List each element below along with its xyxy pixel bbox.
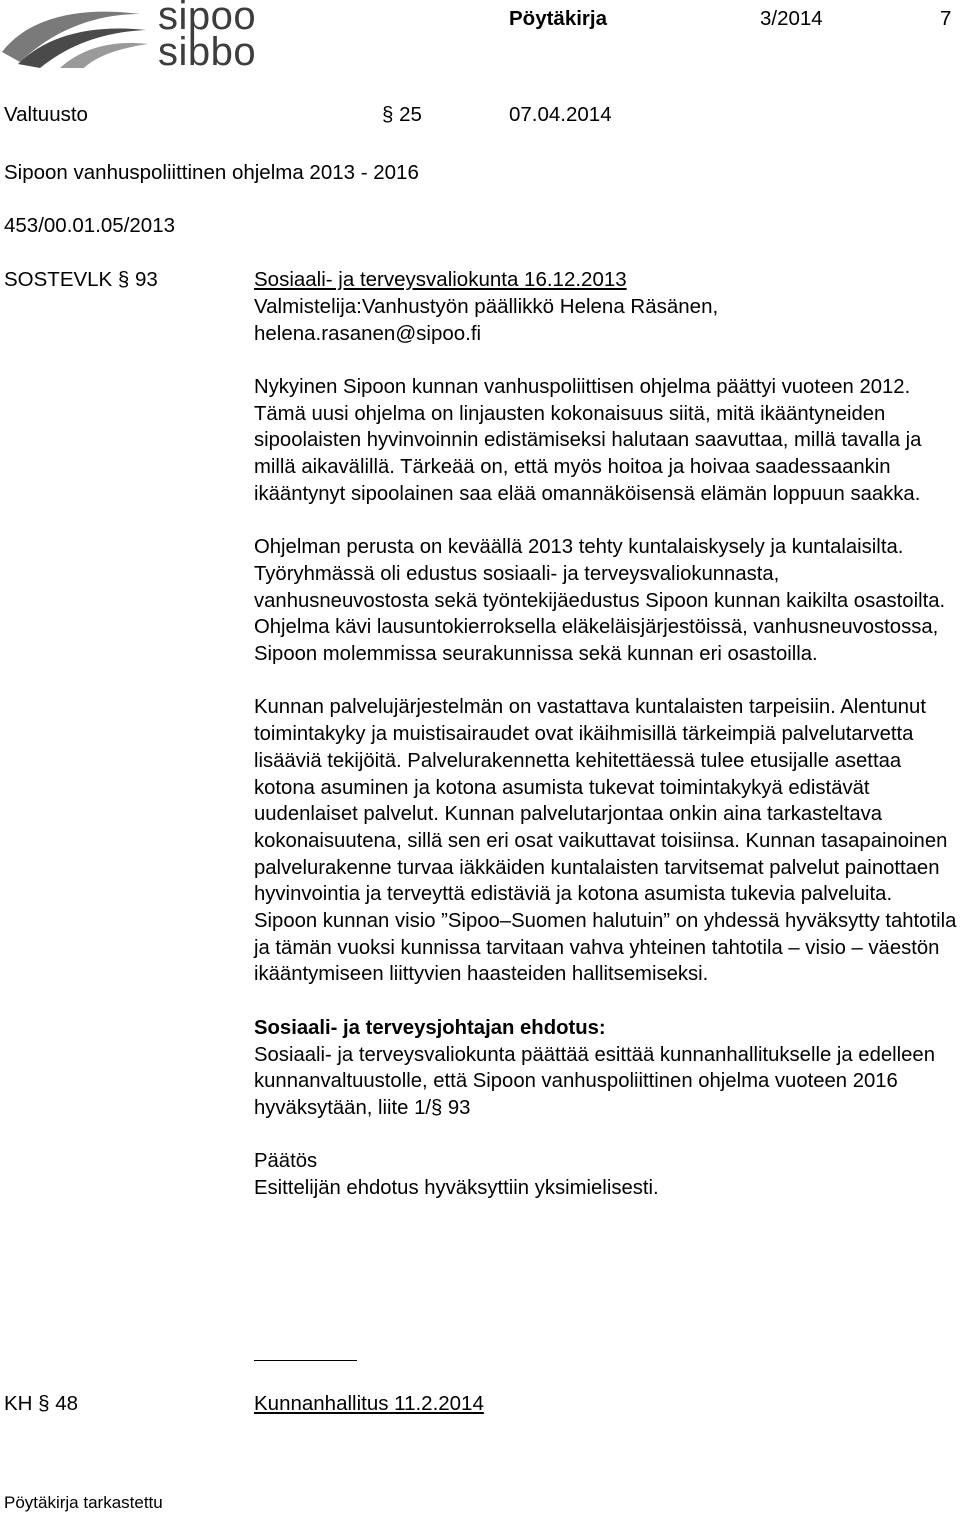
meeting-body: Valtuusto <box>4 103 88 126</box>
doc-type: Pöytäkirja <box>509 7 607 30</box>
preparer-line: Valmistelija:Vanhustyön päällikkö Helena Räsänen, <box>254 295 719 318</box>
diary-number: 453/00.01.05/2013 <box>4 214 175 237</box>
logo-text-sipoo: sipoo <box>158 0 257 38</box>
paragraph-basis: Ohjelman perusta on keväällä 2013 tehty kuntalaiskysely ja kuntalaisilta. <box>254 536 904 559</box>
paragraph-working-group: Työryhmässä oli edustus sosiaali- ja terveysvaliokunnasta, vanhusneuvostosta sekä työntekijäedustus Sipoon kunnan kaikilta osastoilta. Ohjelma kävi lausuntokierroksella eläkeläisjärjestöissä, vanhusneuvostossa, Sipoon molemmissa seurakunnissa sekä kunnan eri osastoilla. <box>254 562 946 666</box>
logo-swoosh-icon <box>0 0 150 70</box>
proposal-text: Sosiaali- ja terveysvaliokunta päättää esittää kunnanhallitukselle ja edelleen kunnanvaltuustolle, että Sipoon vanhuspoliittinen ohjelma vuoteen 2016 hyväksytään, liite 1/§ 93 <box>254 1043 935 1119</box>
paragraph-service-system: Kunnan palvelujärjestelmän on vastattava kuntalaisten tarpeisiin. Alentunut toimintakyky ja muistisairaudet ovat ikäihmisillä tärkeimpiä palvelutarvetta lisääviä tekijöitä. Palvelurakennetta kehitettäessä tulee etusijalle asettaa kotona asuminen ja kotona asumista tukevat toimintakykyä edistävät uudenlaiset palvelut. Kunnan palvelutarjontaa onkin aina tarkasteltava kokonaisuutena, sillä sen eri osat vaikuttavat toisiinsa. Kunnan tasapainoinen palvelurakenne turvaa iäkkäiden kuntalaisten tarvitsemat palvelut painottaen hyvinvointia ja terveyttä edistäviä ja kotona asumista tukevia palveluita. Sipoon kunnan visio ”Sipoo–Suomen halutuin” on yhdessä hyväksytty tahtotila ja tämän vuoksi kunnissa tarvitaan vahva yhteinen tahtotila – visio – väestön ikääntymiseen liittyvien haasteiden hallitsemiseksi. <box>254 696 957 986</box>
proposal-heading: Sosiaali- ja terveysjohtajan ehdotus: <box>254 1016 606 1039</box>
decision-heading: Päätös <box>254 1150 318 1173</box>
decision-text: Esittelijän ehdotus hyväksyttiin yksimielisesti. <box>254 1177 659 1200</box>
board-line: Kunnanhallitus 11.2.2014 <box>254 1392 484 1415</box>
committee-line: Sosiaali- ja terveysvaliokunta 16.12.2013 <box>254 268 627 291</box>
meeting-date: 07.04.2014 <box>509 103 612 126</box>
sipoo-logo <box>0 0 260 72</box>
doc-number: 3/2014 <box>760 7 823 30</box>
body-text <box>254 374 959 1202</box>
meeting-section: § 25 <box>382 103 422 126</box>
sostevlk-label: SOSTEVLK § 93 <box>4 268 158 291</box>
footer-text: Pöytäkirja tarkastettu <box>4 1493 163 1512</box>
logo-text-sibbo: sibbo <box>158 30 257 74</box>
preparer-email: helena.rasanen@sipoo.fi <box>254 322 482 345</box>
paragraph-intro: Nykyinen Sipoon kunnan vanhuspoliittisen ohjelma päättyi vuoteen 2012. Tämä uusi ohjelma on linjausten kokonaisuus siitä, mitä ikääntyneiden sipoolaisten hyvinvoinnin edistämiseksi halutaan saavuttaa, millä tavalla ja millä aikavälillä. Tärkeää on, että myös hoitoa ja hoivaa saadessaankin ikääntynyt sipoolainen saa elää omannäköisensä elämän loppuun saakka. <box>254 376 922 505</box>
kh-label: KH § 48 <box>4 1392 79 1415</box>
page-title: Sipoon vanhuspoliittinen ohjelma 2013 - 2016 <box>4 161 419 184</box>
separator-line <box>254 1360 357 1361</box>
page-number: 7 <box>940 7 952 30</box>
